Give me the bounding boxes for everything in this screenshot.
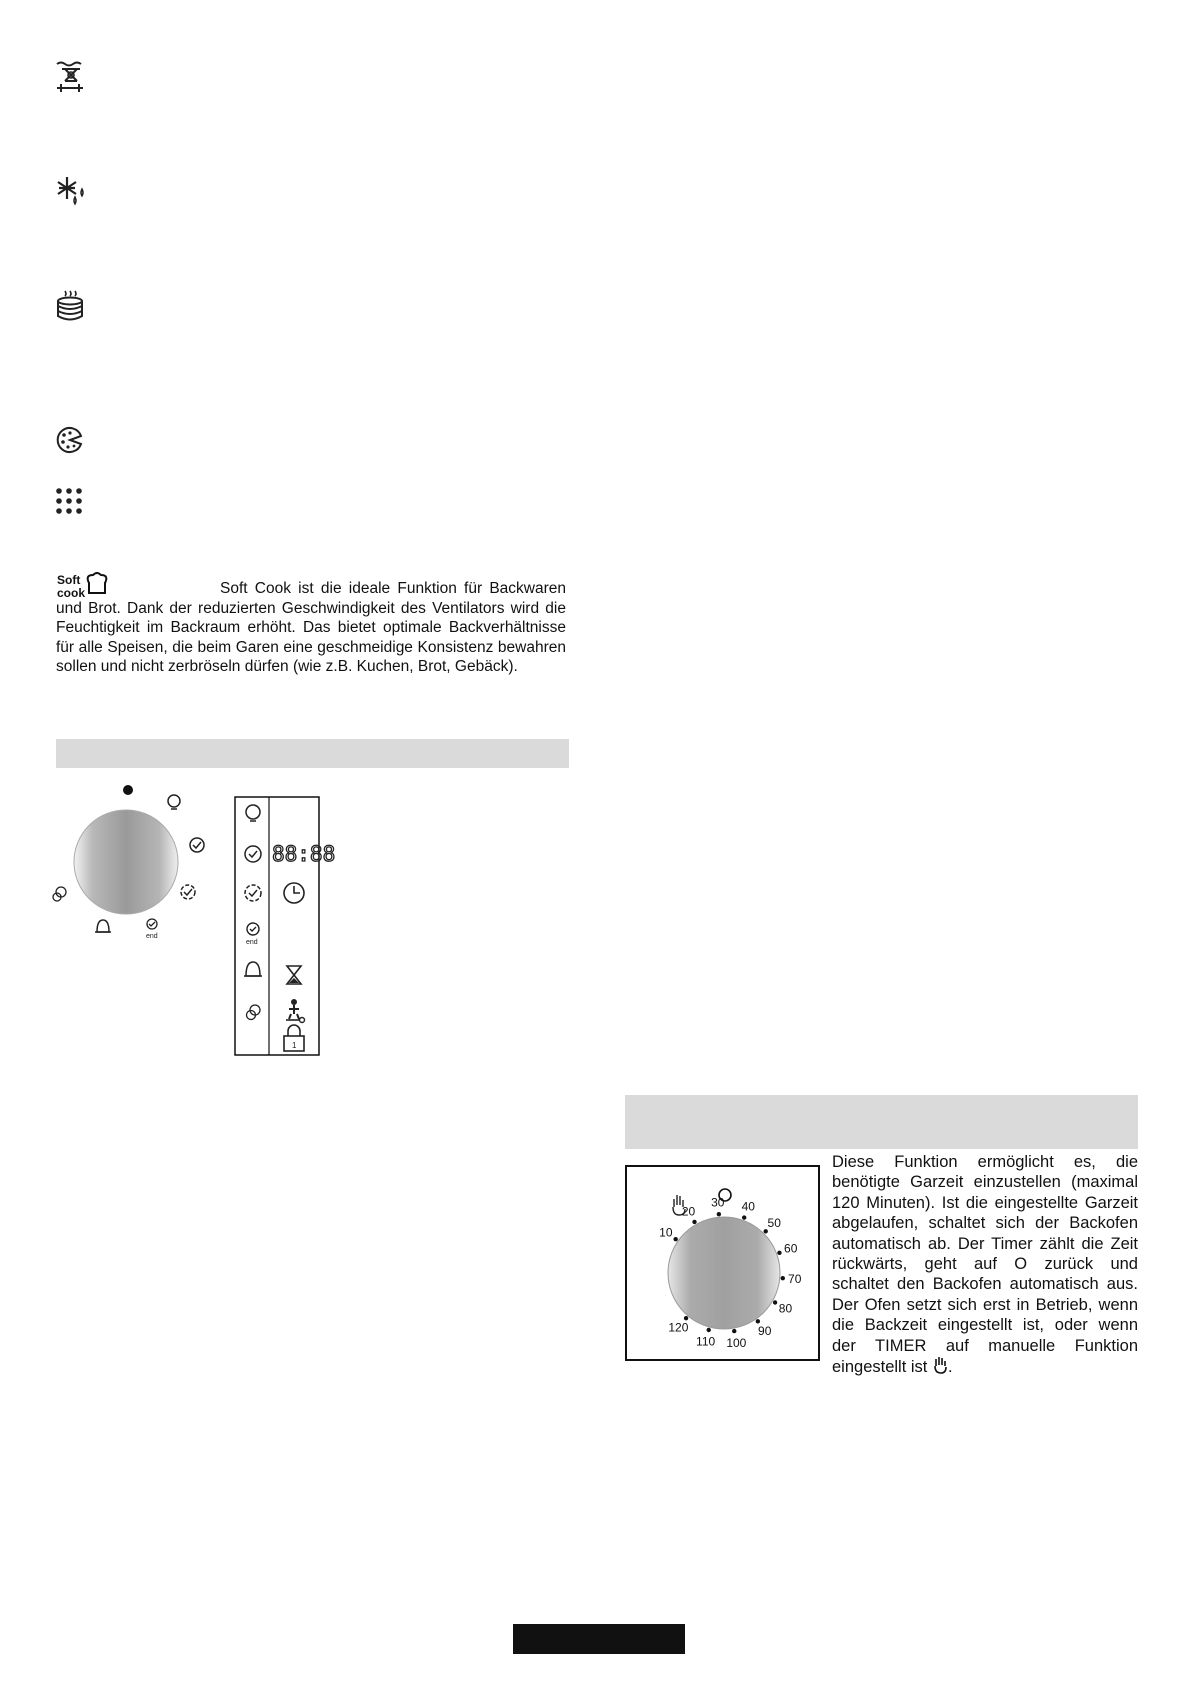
timer-desc-suffix: .	[947, 1358, 953, 1377]
timer-desc-last-line	[832, 1356, 1138, 1377]
padlock-digit: 1	[292, 1041, 297, 1050]
pizza-icon	[55, 426, 85, 456]
timer-desc-line: rückwärts, geht auf O zurück und	[832, 1255, 1138, 1274]
timer-knob-face	[668, 1217, 780, 1329]
duration-icon	[190, 838, 204, 852]
timer-tick-label: 90	[758, 1324, 772, 1339]
timer-desc-line: 120 Minuten). Ist die eingestellte Garzeit	[832, 1193, 1138, 1212]
timer-desc-line: schaltet den Backofen automatisch aus.	[832, 1275, 1138, 1294]
eco-dots-icon	[55, 487, 85, 515]
timer-desc-line: die Backzeit eingestellt ist, oder wenn	[832, 1316, 1138, 1335]
bulb-icon	[168, 795, 180, 809]
timer-tick-dot	[732, 1329, 736, 1333]
section-header-bar-programmer	[56, 739, 569, 768]
knob-position-dot	[123, 785, 133, 795]
section-header-bar-timer	[625, 1095, 1138, 1149]
timer-tick-dot	[781, 1276, 785, 1280]
timer-tick-label: 120	[668, 1320, 689, 1335]
knob-end-label: end	[146, 933, 158, 940]
timer-tick-dot	[673, 1237, 677, 1241]
timer-tick-label: 50	[767, 1215, 781, 1230]
timer-desc-line: benötigte Garzeit einzustellen (maximal	[832, 1173, 1138, 1192]
timer-desc-line: abgelaufen, schaltet sich der Backofen	[832, 1214, 1138, 1233]
timer-tick-dot	[707, 1328, 711, 1332]
defrost-bake-icon	[55, 60, 87, 94]
multi-level-icon	[55, 289, 85, 323]
timer-desc-line: Der Ofen setzt sich erst in Betrieb, wenn	[832, 1295, 1138, 1314]
end-time-dashed-icon	[181, 885, 195, 899]
timer-tick-dot	[717, 1212, 721, 1216]
timer-tick-label: 60	[784, 1241, 798, 1256]
programmer-knob-diagram	[50, 782, 220, 942]
end-icon	[147, 919, 157, 929]
timer-dial-diagram	[625, 1165, 820, 1361]
digital-display: 88:88	[272, 842, 336, 866]
timer-tick-label: 30	[711, 1195, 725, 1210]
page-footer-bar	[513, 1624, 685, 1654]
timer-desc-line: automatisch ab. Der Timer zählt die Zeit	[832, 1234, 1138, 1253]
defrost-icon	[55, 175, 87, 207]
timer-tick-label: 100	[726, 1335, 747, 1350]
timer-tick-label: 10	[659, 1225, 673, 1240]
timer-tick-label: 70	[788, 1272, 802, 1287]
knob-face	[74, 810, 178, 914]
softcook-logo-text-cook: cook	[57, 586, 86, 600]
timer-tick-dot	[692, 1220, 696, 1224]
timer-tick-dot	[773, 1300, 777, 1304]
programmer-display-panel	[234, 796, 336, 1056]
bell-icon	[95, 920, 111, 932]
timer-description	[832, 1152, 1138, 1377]
timer-tick-dot	[742, 1215, 746, 1219]
demo-icon	[53, 887, 66, 901]
timer-desc-line: der TIMER auf manuelle Funktion	[832, 1336, 1138, 1355]
softcook-paragraph: Soft Cook ist die ideale Funktion für Backwaren und Brot. Dank der reduzierten Geschwindigkeit des Ventilators wird die Feuchtigkeit im Backraum erhöht. Das bietet optimale Backverhältnisse für alle Speisen, die beim Garen eine geschmeidige Konsistenz bewahren sollen und nicht zerbröseln dürfen (wie z.B. Kuchen, Brot, Gebäck).	[56, 580, 566, 676]
softcook-logo-text-soft: Soft	[57, 573, 81, 587]
timer-desc-line: Diese Funktion ermöglicht es, die	[832, 1153, 1138, 1171]
timer-tick-dot	[756, 1319, 760, 1323]
timer-tick-label: 110	[696, 1334, 716, 1349]
manual-hand-inline-icon	[932, 1356, 948, 1374]
timer-tick-label: 40	[741, 1199, 755, 1214]
panel-end-label: end	[246, 939, 258, 946]
timer-desc-line: eingestellt ist	[832, 1358, 928, 1377]
timer-tick-dot	[777, 1251, 781, 1255]
timer-tick-label: 20	[681, 1204, 696, 1219]
timer-tick-label: 80	[778, 1301, 793, 1316]
